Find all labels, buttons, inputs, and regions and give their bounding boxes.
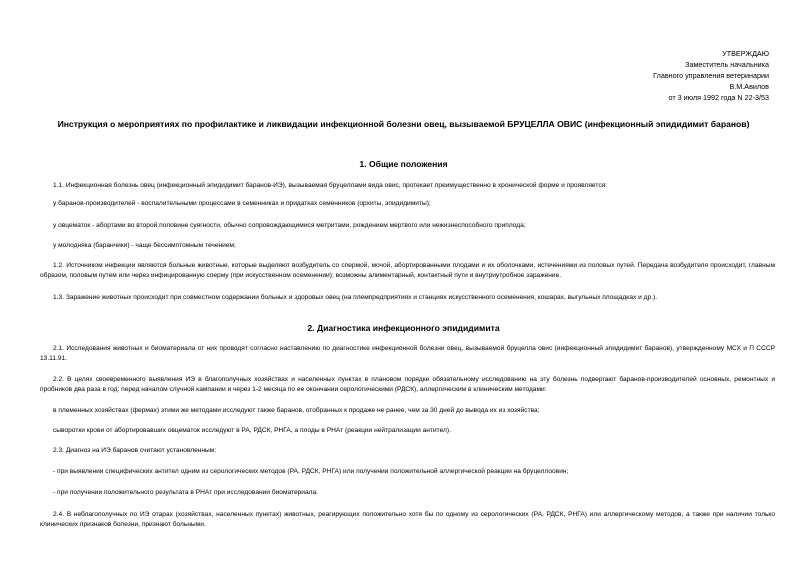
paragraph-2-1: 2.1. Исследования животных и биоматериала от них проводят согласно наставлению по диагностике инфекционной болезни овец, вызываемой бруцелла овис (инфекционный эпидидимит баранов), утвержденному МСХ и П СССР 13.11.91. bbox=[40, 345, 775, 362]
document-title: Инструкция о мероприятиях по профилактике и ликвидации инфекционной болезни овец, вызываемой БРУЦЕЛЛА ОВИС (инфекционный эпидидимит баранов) bbox=[57, 119, 750, 129]
approver-position: Заместитель начальника bbox=[685, 60, 769, 69]
paragraph-1-1: 1.1. Инфекционная болезнь овец (инфекционный эпидидимит баранов-ИЭ), вызываемая бруцеллами вида овис, протекает преимущественно в хронической форме и проявляется: bbox=[53, 182, 608, 189]
paragraph-young-symptoms: у молодняка (баранчики) - чаще бессимптомным течением; bbox=[53, 242, 236, 249]
approval-date: от 3 июля 1992 года N 22-3/53 bbox=[668, 93, 769, 102]
paragraph-2-3: 2.3. Диагноз на ИЭ баранов считают установленным: bbox=[53, 447, 217, 454]
paragraph-1-3: 1.3. Заражение животных происходит при совместном содержании больных и здоровых овец (на племпредприятиях и станциях искусственного осеменения, кошарах, выгульных площадках и др.). bbox=[53, 294, 658, 301]
approver-name: В.М.Авилов bbox=[729, 82, 769, 91]
paragraph-1-2: 1.2. Источником инфекции являются больные животные, которые выделяют возбудитель со спермой, мочой, абортированными плодами и их оболочками, истечениями из половых путей. Передача возбудителя происходит, главным образом, половым путем или через инфицированную сперму (при искусственном осеменении); возможны алиментарный, контактный пути и внутриутробное заражение. bbox=[40, 262, 775, 279]
paragraph-rams-symptoms: у баранов-производителей - воспалительными процессами в семенниках и придатках семенников (орхиты, эпидидимиты); bbox=[53, 200, 431, 207]
paragraph-rnat-result: - при получении положительного результата в РНАт при исследовании биоматериала. bbox=[53, 489, 318, 496]
paragraph-ewes-symptoms: у овцематок - абортами во второй половине суягности, обычно сопровождающимися метритами, рождением мертвого или нежизнеспособного приплода; bbox=[53, 222, 526, 229]
paragraph-2-2: 2.2. В целях своевременного выявления ИЭ в благополучных хозяйствах и населенных пунктах в плановом порядке обязательному исследованию на эту болезнь подвергают баранов-производителей основных, ремонтных и пробников два раза в год: перед началом случной кампании и через 1-2 месяца по ее окончании серологическими (РДСК), аллергическим в клиническим методами: bbox=[40, 376, 775, 393]
paragraph-breeding-farms: в племенных хозяйствах (фермах) этими же методами исследуют также баранов, отобранных к продаже не ранее, чем за 30 дней до вывода их из хозяйства; bbox=[53, 407, 540, 414]
paragraph-blood-serum: сыворотки крови от абортировавших овцематок исследуют в РА, РДСК, РНГА, а плоды в РНАт (реакции нейтрализации антител). bbox=[53, 427, 451, 434]
approval-block bbox=[653, 48, 769, 103]
approval-stamp: УТВЕРЖДАЮ bbox=[722, 49, 769, 58]
paragraph-2-4: 2.4. В неблагополучных по ИЭ отарах (хозяйствах, населенных пунктах) животных, реагирующих положительно хотя бы по одному из серологических (РА, РДСК, РНГА) или аллергическому методов, а также при наличии только клинических признаков болезни, признают больными. bbox=[40, 511, 775, 528]
section-heading-general: 1. Общие положения bbox=[359, 159, 448, 169]
approver-department: Главного управления ветеринарии bbox=[653, 71, 769, 80]
paragraph-antibody-detection: - при выявлении специфических антител одним из серологических методов (РА, РДСК, РНГА) или получении положительной аллергической реакции на бруцеллоовин; bbox=[53, 468, 569, 475]
section-heading-diagnostics: 2. Диагностика инфекционного эпидидимита bbox=[307, 323, 500, 333]
